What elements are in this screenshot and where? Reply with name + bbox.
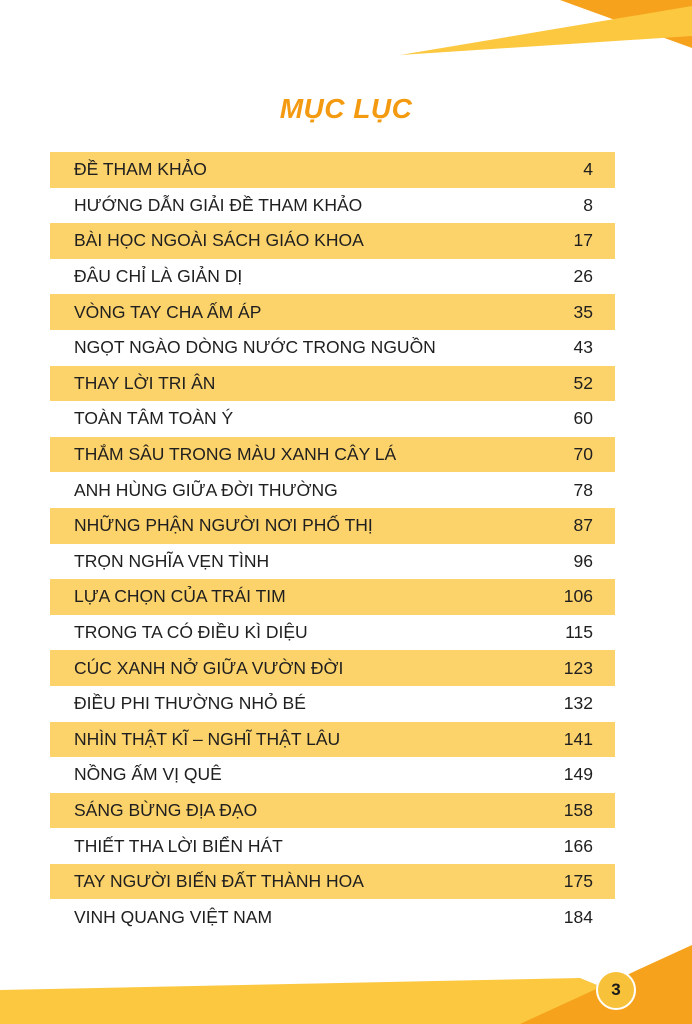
- toc-entry-label: TRỌN NGHĨA VẸN TÌNH: [74, 550, 270, 571]
- toc-entry-label: TOÀN TÂM TOÀN Ý: [74, 408, 234, 429]
- toc-entry: [50, 615, 615, 651]
- toc-entry-page: 60: [573, 408, 593, 429]
- toc-entry: [50, 223, 615, 259]
- toc-entry-page: 158: [563, 799, 593, 820]
- toc-entry-label: NỒNG ẤM VỊ QUÊ: [74, 764, 222, 785]
- toc-entry-page: 70: [573, 444, 593, 465]
- toc-entry-page: 43: [573, 337, 593, 358]
- toc-entry: [50, 437, 615, 473]
- toc-entry-page: 4: [583, 159, 593, 180]
- toc-entry-page: 78: [573, 479, 593, 500]
- toc-entry-label: ĐỀ THAM KHẢO: [74, 159, 207, 180]
- toc-entry-label: THẮM SÂU TRONG MÀU XANH CÂY LÁ: [74, 444, 397, 465]
- toc-entry: [50, 864, 615, 900]
- toc-entry: [50, 152, 615, 188]
- top-right-yellow-ribbon: [400, 6, 692, 55]
- toc-entry: [50, 401, 615, 437]
- toc-entry-page: 87: [573, 515, 593, 536]
- toc-entry: [50, 330, 615, 366]
- toc-entry: [50, 472, 615, 508]
- toc-entry: [50, 508, 615, 544]
- toc-entry-label: TAY NGƯỜI BIẾN ĐẤT THÀNH HOA: [74, 871, 364, 892]
- toc-entry-page: 52: [573, 372, 593, 393]
- toc-entry-page: 26: [573, 266, 593, 287]
- toc-entry-page: 132: [563, 693, 593, 714]
- toc-entry: [50, 188, 615, 224]
- page-title: MỤC LỤC: [279, 93, 413, 124]
- toc-entry-label: LỰA CHỌN CỦA TRÁI TIM: [74, 586, 286, 607]
- toc-entry-page: 106: [563, 586, 593, 607]
- toc-entry: [50, 899, 615, 935]
- toc-entry-page: 35: [573, 301, 593, 322]
- toc-entry-label: ĐÂU CHỈ LÀ GIẢN DỊ: [74, 266, 243, 287]
- toc-entry-page: 96: [573, 550, 593, 571]
- toc-entry-label: ĐIỀU PHI THƯỜNG NHỎ BÉ: [74, 693, 306, 714]
- toc-entry: [50, 294, 615, 330]
- toc-entry-label: NHỮNG PHẬN NGƯỜI NƠI PHỐ THỊ: [74, 515, 373, 536]
- toc-entry: [50, 793, 615, 829]
- toc-entry: [50, 366, 615, 402]
- toc-entry: [50, 259, 615, 295]
- table-of-contents: [50, 152, 615, 935]
- toc-entry: [50, 650, 615, 686]
- toc-entry-page: 115: [565, 622, 593, 643]
- toc-entry-page: 166: [563, 835, 593, 856]
- toc-entry: [50, 686, 615, 722]
- toc-entry-page: 8: [583, 194, 593, 215]
- toc-entry-page: 149: [563, 764, 593, 785]
- toc-entry-page: 141: [563, 728, 593, 749]
- toc-entry-label: BÀI HỌC NGOÀI SÁCH GIÁO KHOA: [74, 230, 364, 251]
- toc-entry-label: THAY LỜI TRI ÂN: [74, 372, 216, 393]
- toc-entry-label: TRONG TA CÓ ĐIỀU KÌ DIỆU: [74, 622, 308, 643]
- toc-entry: [50, 579, 615, 615]
- toc-entry: [50, 757, 615, 793]
- toc-entry-page: 17: [573, 230, 593, 251]
- toc-entry-label: SÁNG BỪNG ĐỊA ĐẠO: [74, 799, 258, 820]
- toc-entry-label: HƯỚNG DẪN GIẢI ĐỀ THAM KHẢO: [74, 194, 363, 215]
- toc-entry: [50, 828, 615, 864]
- toc-entry: [50, 544, 615, 580]
- toc-entry-page: 123: [563, 657, 593, 678]
- toc-entry-label: CÚC XANH NỞ GIỮA VƯỜN ĐỜI: [74, 657, 344, 678]
- toc-entry-page: 175: [563, 871, 593, 892]
- page-number-badge: 3: [596, 970, 636, 1010]
- toc-entry-label: VÒNG TAY CHA ẤM ÁP: [74, 301, 262, 322]
- toc-entry-label: THIẾT THA LỜI BIỂN HÁT: [74, 835, 283, 856]
- toc-entry-label: NHÌN THẬT KĨ – NGHĨ THẬT LÂU: [74, 728, 341, 749]
- toc-entry-label: VINH QUANG VIỆT NAM: [74, 906, 273, 927]
- toc-entry-label: NGỌT NGÀO DÒNG NƯỚC TRONG NGUỒN: [74, 337, 436, 358]
- toc-entry-page: 184: [563, 906, 593, 927]
- toc-entry: [50, 722, 615, 758]
- toc-entry-label: ANH HÙNG GIỮA ĐỜI THƯỜNG: [74, 479, 338, 500]
